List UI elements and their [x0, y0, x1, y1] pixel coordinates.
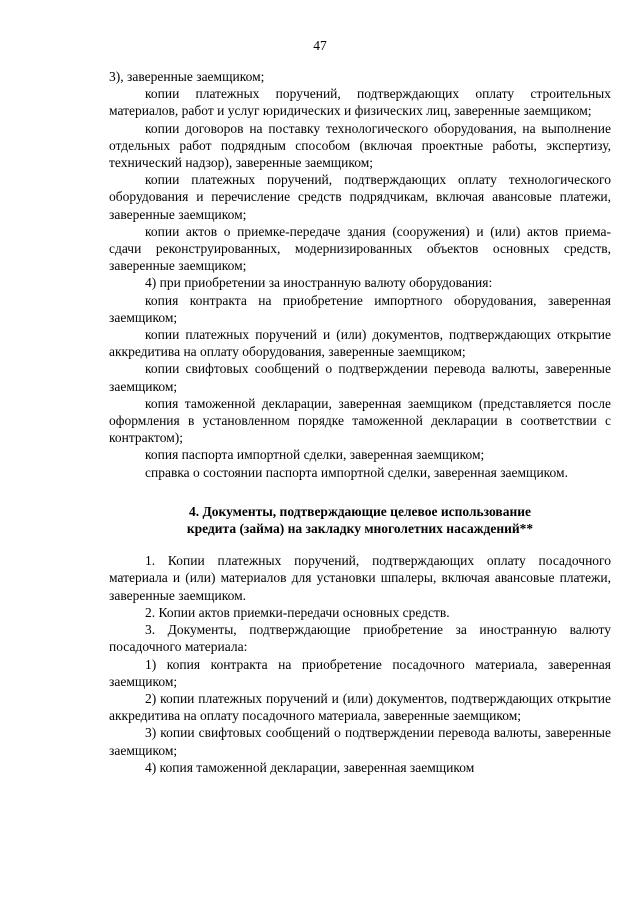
document-body — [109, 68, 611, 776]
paragraph: 2. Копии актов приемки-передачи основных средств. — [145, 604, 450, 620]
page-number: 47 — [313, 38, 327, 53]
section-heading-line-2: кредита (займа) на закладку многолетних насаждений** — [186, 521, 534, 537]
paragraph: копия контракта на приобретение импортного оборудования, заверенная заемщиком; — [109, 292, 611, 325]
paragraph-list-bottom — [109, 552, 611, 776]
paragraph-list-top — [109, 68, 611, 481]
paragraph: 2) копии платежных поручений и (или) документов, подтверждающих открытие аккредитива на оплату посадочного материала, заверенные заемщиком; — [109, 690, 611, 724]
paragraph: копии договоров на поставку технологического оборудования, на выполнение отдельных работ подрядным способом (включая проектные работы, экспертизу, технический надзор), заверенные заемщиком; — [109, 120, 611, 171]
paragraph: 1) копия контракта на приобретение посадочного материала, заверенная заемщиком; — [109, 656, 611, 689]
paragraph: 3. Документы, подтверждающие приобретение за иностранную валюту посадочного материала: — [109, 622, 611, 655]
paragraph: копии платежных поручений и (или) документов, подтверждающих открытие аккредитива на оплату оборудования, заверенные заемщиком; — [109, 327, 611, 360]
paragraph: 1. Копии платежных поручений, подтверждающих оплату посадочного материала и (или) материалов для установки шпалеры, включая авансовые платежи, заверенные заемщиком. — [109, 553, 611, 603]
paragraph: копия таможенной декларации, заверенная заемщиком (представляется после оформления в установленном порядке таможенной декларации в соответствии с контрактом); — [109, 395, 611, 446]
section-heading — [109, 503, 611, 537]
paragraph: 3), заверенные заемщиком; — [109, 69, 265, 84]
paragraph: копия паспорта импортной сделки, заверенная заемщиком; — [145, 447, 485, 463]
paragraph: копии платежных поручений, подтверждающих оплату строительных материалов, работ и услуг юридических и физических лиц, заверенные заемщиком; — [109, 86, 611, 119]
section-heading-line-1: 4. Документы, подтверждающие целевое использование — [188, 503, 532, 519]
paragraph: копии актов о приемке-передаче здания (сооружения) и (или) актов приема-сдачи реконструированных, модернизированных объектов основных средств, заверенные заемщиком; — [109, 223, 611, 274]
paragraph: справка о состоянии паспорта импортной сделки, заверенная заемщиком. — [145, 464, 568, 480]
paragraph: 4) копия таможенной декларации, заверенная заемщиком — [145, 759, 475, 775]
paragraph: 4) при приобретении за иностранную валюту оборудования: — [145, 275, 493, 291]
paragraph: копии свифтовых сообщений о подтверждении перевода валюты, заверенные заемщиком; — [109, 361, 611, 394]
paragraph: копии платежных поручений, подтверждающих оплату технологического оборудования и перечисление средств подрядчикам, включая авансовые платежи, заверенные заемщиком; — [109, 172, 611, 222]
paragraph: 3) копии свифтовых сообщений о подтверждении перевода валюты, заверенные заемщиком; — [109, 725, 611, 758]
